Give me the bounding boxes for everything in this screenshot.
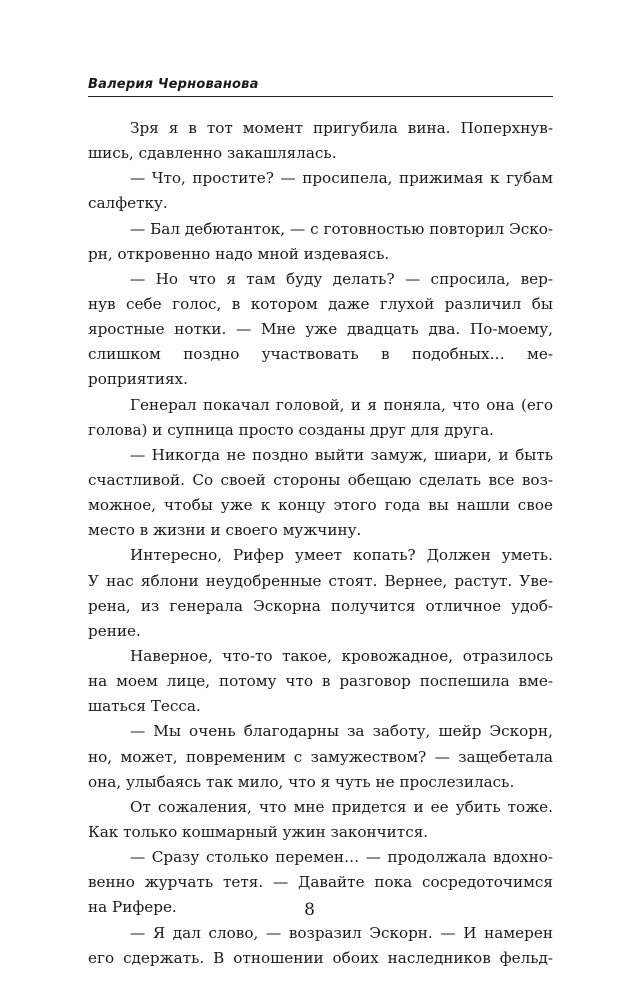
text-line: шаться Тесса.: [88, 697, 201, 716]
text-line: нув себе голос, в котором даже глухой различил бы: [88, 294, 553, 313]
text-line: на моем лице, потому что в разговор поспешила вме-: [88, 672, 553, 691]
text-line: шись, сдавленно закашлялась.: [88, 144, 337, 163]
text-line: счастливой. Со своей стороны обещаю сделать все воз-: [88, 470, 553, 489]
text-line: его сдержать. В отношении обоих наследников фельд-: [88, 948, 553, 967]
text-line: — Никогда не поздно выйти замуж, шиари, и быть: [130, 445, 553, 464]
text-line: голова) и супница просто созданы друг для друга.: [88, 420, 494, 439]
text-line: Как только кошмарный ужин закончится.: [88, 822, 429, 841]
header-author-name: Валерия Чернованова: [88, 77, 259, 92]
text-line: Генерал покачал головой, и я поняла, что она (его: [130, 395, 553, 414]
text-line: — Но что я там буду делать? — спросила, вер-: [130, 269, 553, 288]
text-line: Наверное, что-то такое, кровожадное, отразилось: [130, 646, 553, 665]
text-line: У нас яблони неудобренные стоят. Вернее, растут. Уве-: [88, 571, 553, 590]
text-line: — Мы очень благодарны за заботу, шейр Эскорн,: [130, 722, 553, 741]
text-line: рн, откровенно надо мной издеваясь.: [88, 244, 390, 263]
page-number: 8: [304, 900, 315, 920]
text-line: яростные нотки. — Мне уже двадцать два. По-моему,: [88, 320, 553, 339]
text-line: она, улыбаясь так мило, что я чуть не прослезилась.: [88, 772, 515, 791]
text-line: — Что, простите? — просипела, прижимая к губам: [130, 169, 553, 188]
running-header: [88, 74, 553, 97]
body-text: [88, 116, 553, 971]
text-line: салфетку.: [88, 194, 168, 213]
text-line: но, может, повременим с замужеством? — защебетала: [88, 747, 553, 766]
text-line: — Бал дебютанток, — с готовностью повторил Эско-: [130, 219, 553, 238]
text-line: рение.: [88, 621, 141, 640]
text-line: — Сразу столько перемен… — продолжала вдохно-: [130, 848, 553, 867]
text-line: место в жизни и своего мужчину.: [88, 521, 362, 540]
text-line: От сожаления, что мне придется и ее убить тоже.: [130, 797, 553, 816]
text-line: на Рифере.: [88, 898, 177, 917]
text-line: — Я дал слово, — возразил Эскорн. — И намерен: [130, 923, 553, 942]
text-line: венно журчать тетя. — Давайте пока сосредоточимся: [88, 873, 553, 892]
text-line: роприятиях.: [88, 370, 188, 389]
text-line: Зря я в тот момент пригубила вина. Поперхнув-: [130, 119, 553, 137]
text-line: рена, из генерала Эскорна получится отличное удоб-: [88, 596, 553, 615]
text-line: слишком поздно участвовать в подобных… ме-: [88, 345, 553, 364]
text-line: можное, чтобы уже к концу этого года вы нашли свое: [88, 496, 553, 515]
text-line: Интересно, Рифер умеет копать? Должен уметь.: [130, 546, 553, 565]
